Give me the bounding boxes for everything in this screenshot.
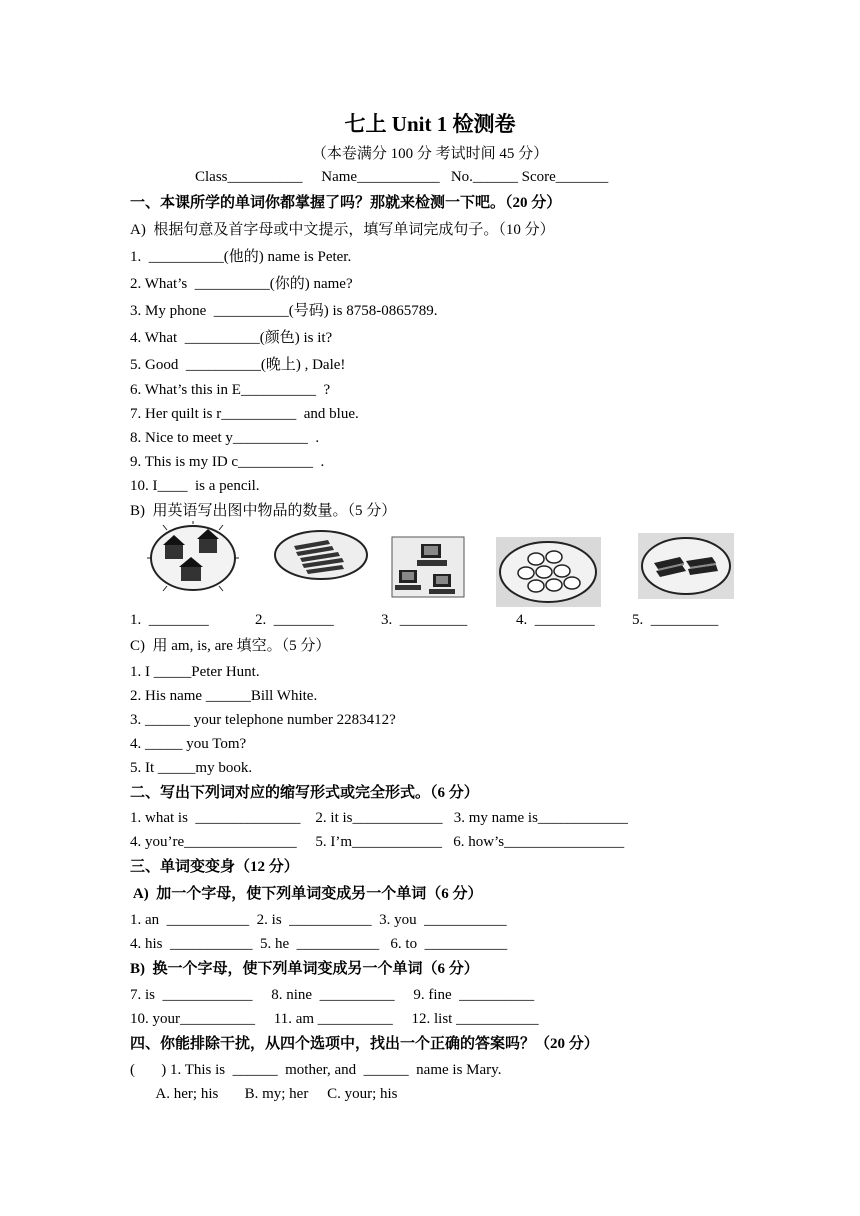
picture-answer: 5. _________ [632, 612, 719, 628]
s1a-item: 8. Nice to meet y__________ . [130, 430, 320, 446]
s1c-item: 5. It _____my book. [130, 760, 253, 776]
s1a-item: 4. What __________(颜色) is it? [130, 330, 333, 346]
eggs-picture [496, 537, 601, 607]
s3a-row: 1. an ___________ 2. is ___________ 3. you ___________ [130, 912, 507, 928]
section4-heading: 四、你能排除干扰，从四个选项中，找出一个正确的答案吗？（20 分） [130, 1036, 599, 1052]
s4-options: A. her; his B. my; her C. your; his [130, 1086, 398, 1102]
s1a-item: 5. Good __________(晚上) , Dale! [130, 357, 346, 373]
houses-picture [147, 521, 239, 595]
student-info-line: Class__________ Name___________ No.______ Score_______ [195, 169, 609, 185]
s3b-row: 10. your__________ 11. am __________ 12. list ___________ [130, 1011, 539, 1027]
s2-row: 4. you’re_______________ 5. I’m____________ 6. how’s________________ [130, 834, 625, 850]
s1a-item: 2. What’s __________(你的) name? [130, 276, 353, 292]
s4-question: ( ) 1. This is ______ mother, and ______ name is Mary. [130, 1062, 502, 1078]
picture-answer: 4. ________ [516, 612, 595, 628]
computers-picture [391, 536, 465, 598]
s3a-row: 4. his ___________ 5. he ___________ 6. to ___________ [130, 936, 508, 952]
section3-heading: 三、单词变变身（12 分） [130, 859, 299, 875]
exam-subtitle: （本卷满分 100 分 考试时间 45 分） [311, 146, 549, 162]
s1a-item: 10. I____ is a pencil. [130, 478, 260, 494]
section2-heading: 二、写出下列词对应的缩写形式或完全形式。（6 分） [130, 785, 479, 801]
books-picture [638, 533, 734, 599]
s1a-item: 7. Her quilt is r__________ and blue. [130, 406, 359, 422]
s1a-item: 1. __________(他的) name is Peter. [130, 249, 352, 265]
section1b-heading: B) 用英语写出图中物品的数量。（5 分） [130, 503, 397, 519]
s1a-item: 3. My phone __________(号码) is 8758-0865789. [130, 303, 438, 319]
section1-heading: 一、本课所学的单词你都掌握了吗？那就来检测一下吧。（20 分） [130, 195, 562, 211]
s1a-item: 6. What’s this in E__________ ? [130, 382, 331, 398]
picture-answer: 1. ________ [130, 612, 209, 628]
s1c-item: 4. _____ you Tom? [130, 736, 247, 752]
s1c-item: 2. His name ______Bill White. [130, 688, 318, 704]
picture-answer: 3. _________ [381, 612, 468, 628]
section1a-heading: A) 根据句意及首字母或中文提示，填写单词完成句子。（10 分） [130, 222, 555, 238]
section1c-heading: C) 用 am, is, are 填空。（5 分） [130, 638, 331, 654]
s3b-row: 7. is ____________ 8. nine __________ 9. fine __________ [130, 987, 535, 1003]
s1c-item: 1. I _____Peter Hunt. [130, 664, 260, 680]
page-title: 七上 Unit 1 检测卷 [344, 112, 516, 136]
pencils-picture [272, 528, 370, 582]
picture-answer: 2. ________ [255, 612, 334, 628]
section3b-heading: B) 换一个字母，使下列单词变成另一个单词（6 分） [130, 961, 479, 977]
section3a-heading: A) 加一个字母，使下列单词变成另一个单词（6 分） [130, 886, 483, 902]
s1a-item: 9. This is my ID c__________ . [130, 454, 325, 470]
s2-row: 1. what is ______________ 2. it is____________ 3. my name is____________ [130, 810, 628, 826]
s1c-item: 3. ______ your telephone number 2283412? [130, 712, 396, 728]
